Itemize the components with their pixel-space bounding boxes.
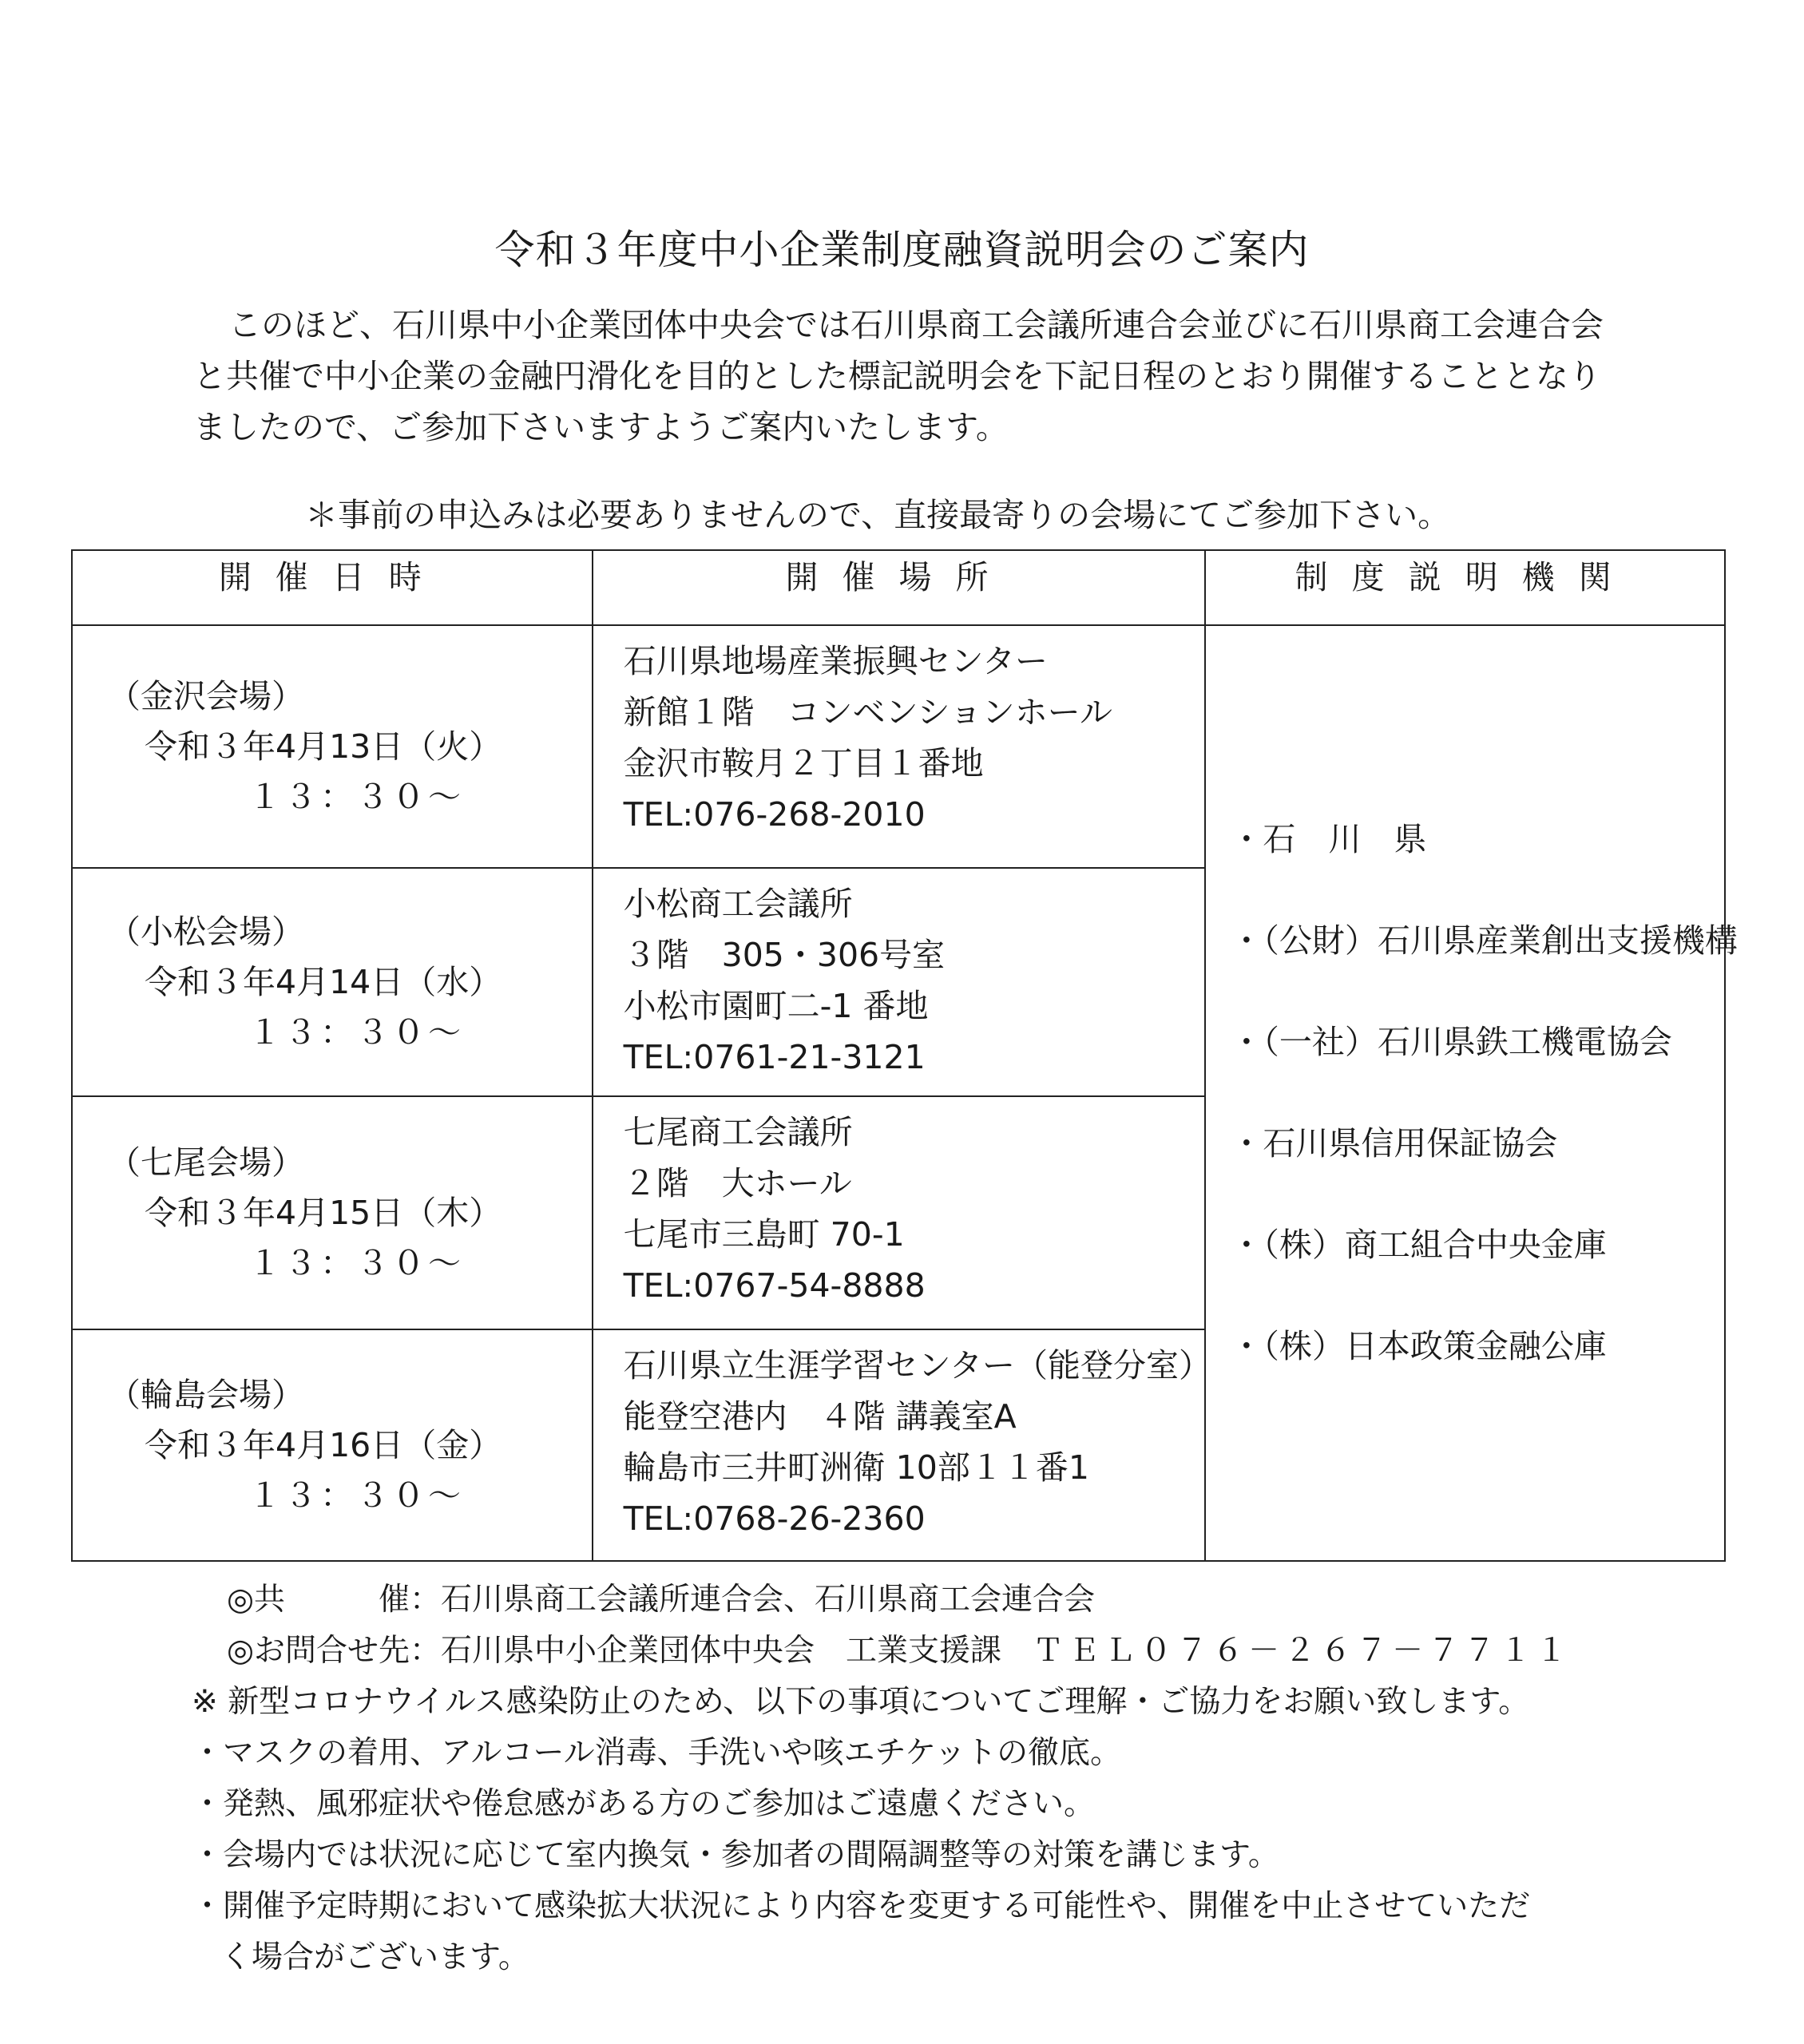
place-cell <box>593 625 1206 868</box>
covid-intro: ※ 新型コロナウイルス感染防止のため、以下の事項についてご理解・ご協力をお願い致します。 <box>192 1684 1530 1720</box>
covid-item: ・発熱、風邪症状や倦怠感がある方のご参加はご遠慮ください。 <box>192 1786 1096 1822</box>
place-facility: 石川県地場産業振興センター <box>623 642 1048 680</box>
contact-line <box>192 1626 1572 1677</box>
institution-item: ・（株）商工組合中央金庫 <box>1230 1226 1607 1264</box>
place-tel: TEL:076-268-2010 <box>623 795 926 834</box>
institution-item: ・石 川 県 <box>1230 820 1427 858</box>
datetime-cell <box>72 625 593 868</box>
advance-registration-note: ＊事前の申込みは必要ありませんので、直接最寄りの会場にてご参加下さい。 <box>305 496 1451 534</box>
place-room: 新館１階 コンベンションホール <box>623 693 1112 731</box>
place-facility: 小松商工会議所 <box>623 885 853 923</box>
place-cell <box>593 868 1206 1096</box>
place-facility: 石川県立生涯学習センター（能登分室） <box>623 1346 1211 1384</box>
place-facility: 七尾商工会議所 <box>623 1113 853 1151</box>
place-tel: TEL:0767-54-8888 <box>623 1266 926 1305</box>
event-time: １３：３０～ <box>248 1476 464 1515</box>
venue-name: （金沢会場） <box>108 676 304 715</box>
event-time: １３：３０～ <box>248 1243 464 1282</box>
place-address: 金沢市鞍月２丁目１番地 <box>623 744 984 782</box>
covid-item: ・マスクの着用、アルコール消毒、手洗いや咳エチケットの徹底。 <box>192 1735 1122 1771</box>
place-room: 能登空港内 ４階 講義室A <box>623 1397 1017 1436</box>
institution-item: ・（株）日本政策金融公庫 <box>1230 1327 1607 1365</box>
event-date: 令和３年4月16日（金） <box>145 1425 502 1464</box>
venue-name: （輪島会場） <box>108 1375 304 1414</box>
sponsor-line <box>192 1575 1572 1626</box>
datetime-cell <box>72 1096 593 1329</box>
header-venue: 開催場所 <box>593 550 1206 625</box>
datetime-cell <box>72 1329 593 1561</box>
intro-paragraph: このほど、石川県中小企業団体中央会では石川県商工会議所連合会並びに石川県商工会連合会と共催で中小企業の金融円滑化を目的とした標記説明会を下記日程のとおり開催することとなりましたので、ご参加下さいますようご案内いたします。 <box>193 306 1604 446</box>
covid-item: ・会場内では状況に応じて室内換気・参加者の間隔調整等の対策を講じます。 <box>192 1837 1279 1873</box>
table-header-row <box>72 550 1725 625</box>
table-row-kanazawa <box>72 625 1725 868</box>
place-room: ２階 大ホール <box>623 1164 852 1202</box>
event-time: １３：３０～ <box>248 777 464 816</box>
place-address: 小松市園町二-1 番地 <box>623 987 929 1025</box>
schedule-table <box>71 549 1738 1562</box>
event-time: １３：３０～ <box>248 1012 464 1052</box>
event-date: 令和３年4月15日（木） <box>145 1193 502 1232</box>
place-cell <box>593 1329 1211 1561</box>
institution-item: ・（公財）石川県産業創出支援機構 <box>1230 921 1738 960</box>
institutions-cell <box>1205 625 1738 1561</box>
sponsor-label: ◎共 催： <box>227 1582 442 1618</box>
event-date: 令和３年4月14日（水） <box>145 962 502 1001</box>
footer-notes <box>192 1575 1572 1983</box>
place-cell <box>593 1096 1206 1329</box>
place-tel: TEL:0761-21-3121 <box>623 1038 926 1076</box>
place-address: 七尾市三島町 70-1 <box>623 1215 905 1254</box>
contact-tel: ＴＥＬ０７６－２６７－７７１１ <box>1033 1633 1572 1669</box>
institution-item: ・石川県信用保証協会 <box>1230 1124 1558 1163</box>
institution-item: ・（一社）石川県鉄工機電協会 <box>1230 1023 1672 1061</box>
covid-item: ・開催予定時期において感染拡大状況により内容を変更する可能性や、開催を中止させていただ <box>192 1888 1531 1924</box>
institutions-list <box>1230 789 1738 1397</box>
header-institutions: 制度説明機関 <box>1205 550 1725 625</box>
event-date: 令和３年4月13日（火） <box>145 727 502 766</box>
contact-label: ◎お問合せ先： <box>227 1633 442 1669</box>
venue-name: （小松会場） <box>108 912 304 951</box>
venue-name: （七尾会場） <box>108 1143 304 1182</box>
place-address: 輪島市三井町洲衛 10部１１番1 <box>623 1448 1089 1487</box>
place-tel: TEL:0768-26-2360 <box>623 1499 926 1538</box>
datetime-cell <box>72 868 593 1096</box>
header-datetime: 開催日時 <box>72 550 593 625</box>
covid-item-continuation: く場合がございます。 <box>220 1939 529 1975</box>
sponsor-value: 石川県商工会議所連合会、石川県商工会連合会 <box>441 1582 1096 1618</box>
place-room: ３階 305・306号室 <box>623 936 946 974</box>
contact-value: 石川県中小企業団体中央会 工業支援課 <box>441 1633 1002 1669</box>
document-title: 令和３年度中小企業制度融資説明会のご案内 <box>494 227 1310 273</box>
